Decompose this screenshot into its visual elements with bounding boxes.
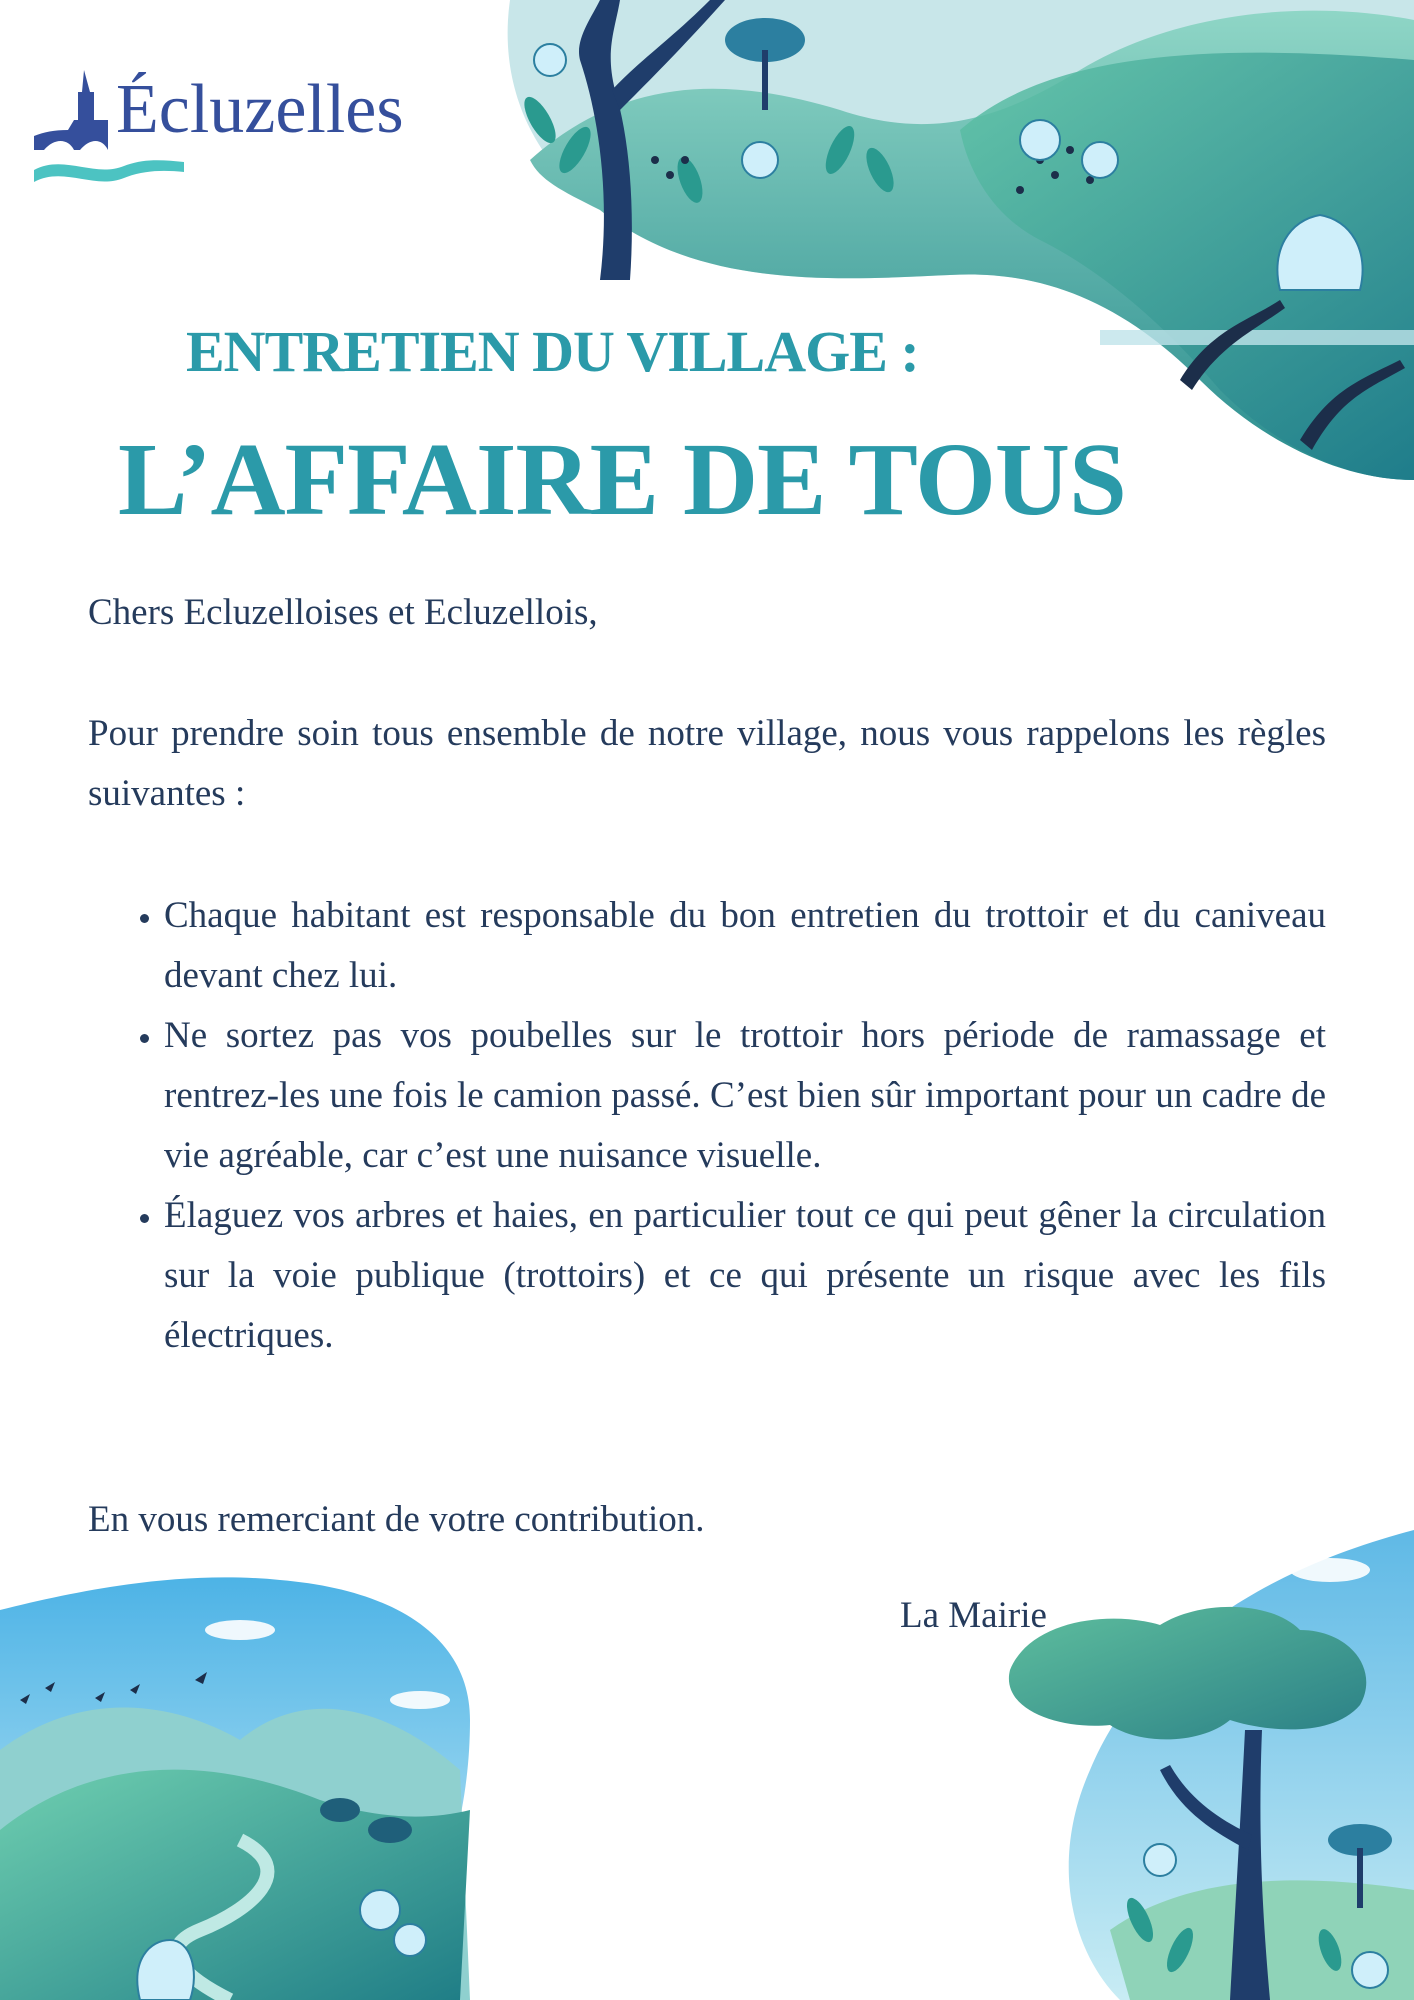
list-item: • Élaguez vos arbres et haies, en particulier tout ce qui peut gêner la circulation sur la voie publique (trottoirs) et ce qui présente un risque avec les fils électriques.	[164, 1186, 1326, 1366]
letter-greeting: Chers Ecluzelloises et Ecluzellois,	[88, 592, 598, 633]
page-subtitle: ENTRETIEN DU VILLAGE :	[186, 319, 919, 384]
list-item: • Chaque habitant est responsable du bon entretien du trottoir et du caniveau devant chez lui.	[164, 886, 1326, 1006]
page-title: L’AFFAIRE DE TOUS	[118, 422, 1126, 537]
letter-intro: Pour prendre soin tous ensemble de notre village, nous vous rappelons les règles suivantes :	[88, 713, 1326, 814]
village-name: Écluzelles	[116, 71, 404, 148]
landscape-illustration-top-right	[480, 0, 1414, 490]
list-item: • Ne sortez pas vos poubelles sur le trottoir hors période de ramassage et rentrez-les une fois le camion passé. C’est bien sûr important pour un cadre de vie agréable, car c’est une nuisance visuelle.	[164, 1006, 1326, 1186]
rules-list	[88, 886, 1326, 1366]
letter-closing: En vous remerciant de votre contribution.	[88, 1499, 705, 1540]
village-logo	[34, 62, 454, 192]
landscape-illustration-bottom-left	[0, 1570, 480, 2000]
letter-signature: La Mairie	[900, 1595, 1047, 1636]
